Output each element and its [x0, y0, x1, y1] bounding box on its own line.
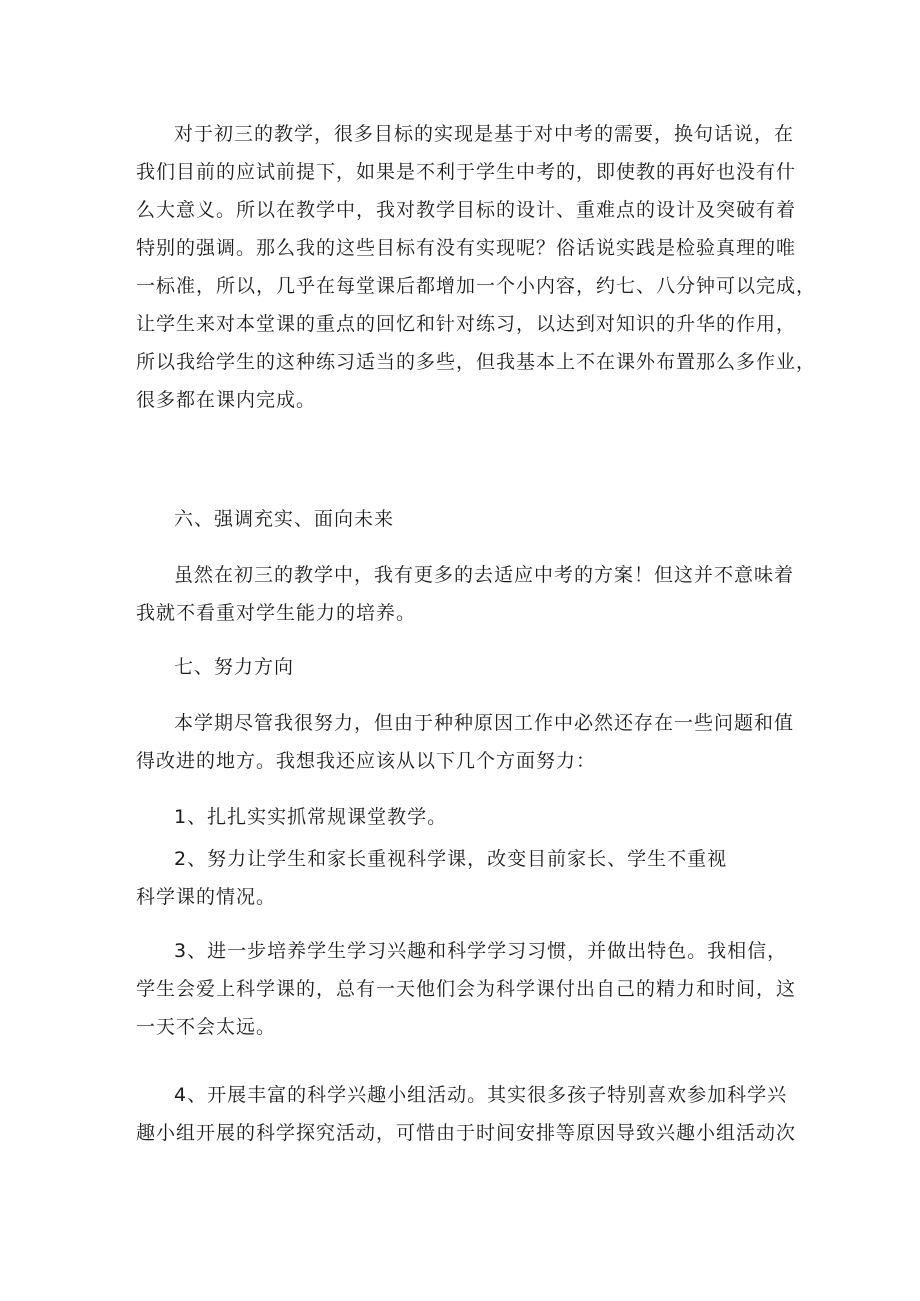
text-line: 一标准，所以，几乎在每堂课后都增加一个小内容，约七、八分钟可以完成，	[136, 275, 817, 297]
text-line: 4、开展丰富的科学兴趣小组活动。其实很多孩子特别喜欢参加科学兴	[174, 1084, 788, 1106]
text-line: 我们目前的应试前提下，如果是不利于学生中考的，即使教的再好也没有什	[136, 161, 797, 183]
heading-text: 六、强调充实、面向未来	[174, 508, 395, 530]
list-item-2	[136, 840, 816, 916]
text-line: 特别的强调。那么我的这些目标有没有实现呢？俗话说实践是检验真理的唯	[136, 237, 797, 259]
text-line: 一天不会太远。	[136, 1016, 277, 1038]
text-line: 我就不看重对学生能力的培养。	[136, 602, 417, 624]
text-line: 得改进的地方。我想我还应该从以下几个方面努力：	[136, 750, 597, 772]
text-line: 科学课的情况。	[136, 886, 277, 908]
section-heading-6	[136, 500, 816, 538]
text-line: 很多都在课内完成。	[136, 389, 317, 411]
paragraph-teaching-goals	[136, 115, 816, 419]
text-line: 3、进一步培养学生学习兴趣和科学学习习惯，并做出特色。我相信，	[174, 940, 788, 962]
text-line: 对于初三的教学，很多目标的实现是基于对中考的需要，换句话说，在	[174, 123, 795, 145]
text-line: 让学生来对本堂课的重点的回忆和针对练习，以达到对知识的升华的作用，	[136, 313, 797, 335]
list-item-1	[136, 798, 816, 836]
list-item-3	[136, 932, 816, 1046]
text-line: 1、扎扎实实抓常规课堂教学。	[174, 806, 448, 828]
text-line: 本学期尽管我很努力，但由于种种原因工作中必然还存在一些问题和值	[174, 712, 795, 734]
section-heading-7	[136, 648, 816, 686]
paragraph-improvement	[136, 704, 816, 780]
text-line: 学生会爱上科学课的，总有一天他们会为科学课付出自己的精力和时间，这	[136, 978, 797, 1000]
list-item-4	[136, 1076, 816, 1152]
text-line: 趣小组开展的科学探究活动，可惜由于时间安排等原因导致兴趣小组活动次	[136, 1122, 797, 1144]
paragraph-exam-prep	[136, 556, 816, 632]
text-line: 么大意义。所以在教学中，我对教学目标的设计、重难点的设计及突破有着	[136, 199, 797, 221]
heading-text: 七、努力方向	[174, 656, 295, 678]
text-line: 所以我给学生的这种练习适当的多些，但我基本上不在课外布置那么多作业，	[136, 351, 817, 373]
text-line: 2、努力让学生和家长重视科学课，改变目前家长、学生不重视	[174, 848, 728, 870]
text-line: 虽然在初三的教学中，我有更多的去适应中考的方案！但这并不意味着	[174, 564, 795, 586]
